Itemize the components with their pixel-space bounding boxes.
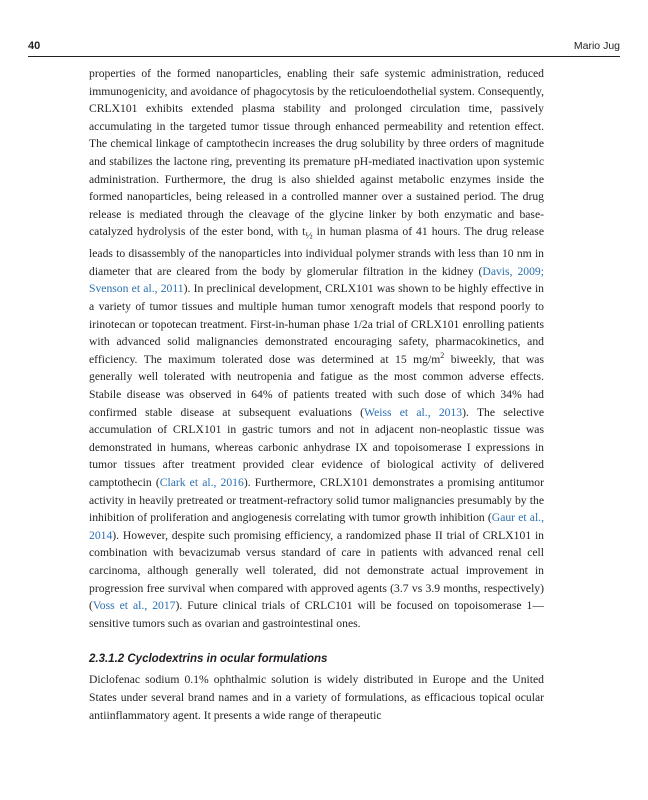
citation-link-weiss[interactable]: Weiss et al., 2013 [364,405,463,419]
superscript-2: 2 [440,350,445,360]
text-run: in human plasma of 41 hours. The drug release leads to disassembly of the nanoparticles into individual polymer strands with less than 10 nm in diameter that are cleared from the body by glomerular filtration in the kidney ( [89,225,544,278]
text-run: ). Future clinical trials of CRLC101 will be focused on topoisomerase 1—sensitive tumors such as ovarian and gastrointestinal ones. [89,599,544,630]
text-run: ). The selective accumulation of CRLX101 in gastric tumors and not in adjacent non-neoplastic tissue was demonstrated in humans, whereas carbonic anhydrase IX and topoisomerase I expressions in tumor tissues after treatment provided clear evidence of biological activity of delivered camptothecin ( [89,405,544,489]
header-rule [28,56,620,57]
citation-link-voss[interactable]: Voss et al., 2017 [92,599,176,613]
section-number: 2.3.1.2 [89,653,125,666]
section-heading [89,651,544,668]
paragraph-diclofenac: Diclofenac sodium 0.1% ophthalmic solution is widely distributed in Europe and the United States under several brand names and in a variety of formulations, as efficacious topical ocular antiinflammatory agent. It presents a wide range of therapeutic [89,673,544,722]
running-head: Mario Jug [573,40,620,52]
text-run: properties of the formed nanoparticles, enabling their safe systemic administration, reduced immunogenicity, and avoidance of phagocytosis by the reticuloendothelial system. Consequently, CRLX101 exhibits extended plasma stability and prolonged circulation time, passively accumulating in the targeted tumor tissue through enhanced permeability and retention effect. The chemical linkage of camptothecin increases the drug solubility by three orders of magnitude and stabilizes the lactone ring, preventing its premature pH-mediated inactivation upon systemic administration. Furthermore, the drug is also shielded against metabolic enzymes inside the formed nanoparticles, being released in a controlled manner over a sustained period. The drug release is mediated through the cleavage of the glycine linker by both enzymatic and base-catalyzed hydrolysis of the ester bond, with t [89,67,544,239]
text-run: biweekly, that was generally well tolerated with neutropenia and fatigue as the most common adverse effects. Stabile disease was observed in 64% of patients treated with such dose of which 34% had confirmed stable disease at subsequent evaluations ( [89,352,544,419]
paragraph-camptothecin [89,65,544,632]
section-title: Cyclodextrins in ocular formulations [127,653,328,666]
citation-link-davis-svenson[interactable]: Davis, 2009; Svenson et al., 2011 [89,264,544,296]
citation-link-clark[interactable]: Clark et al., 2016 [159,475,244,489]
body-text [89,65,544,724]
text-run: ). Furthermore, CRLX101 demonstrates a promising antitumor activity in heavily pretreated or treatment-refractory solid tumor malignancies presumably by the inhibition of proliferation and angiogenesis correlating with tumor growth inhibition ( [89,475,544,525]
text-run: ). In preclinical development, CRLX101 was shown to be highly effective in a variety of tumor tissues and multiple human tumor xenograft models that respond poorly to irinotecan or topotecan treatment. First-in-human phase 1/2a trial of CRLX101 enrolling patients with advanced solid malignancies demonstrated encouraging safety, pharmacokinetics, and efficiency. The maximum tolerated dose was determined at 15 mg/m [89,282,544,366]
page-number: 40 [28,40,41,52]
text-run: ). However, despite such promising efficiency, a randomized phase II trial of CRLX101 in combination with bevacizumab versus standard of care in patients with advanced renal cell carcinoma, although generally well tolerated, did not demonstrate actual improvement in progression free survival when compared with approved agents (3.7 vs 3.9 months, respectively) ( [89,528,544,613]
citation-link-gaur[interactable]: Gaur et al., 2014 [89,511,545,542]
half-life-subscript: ½ [305,230,313,242]
